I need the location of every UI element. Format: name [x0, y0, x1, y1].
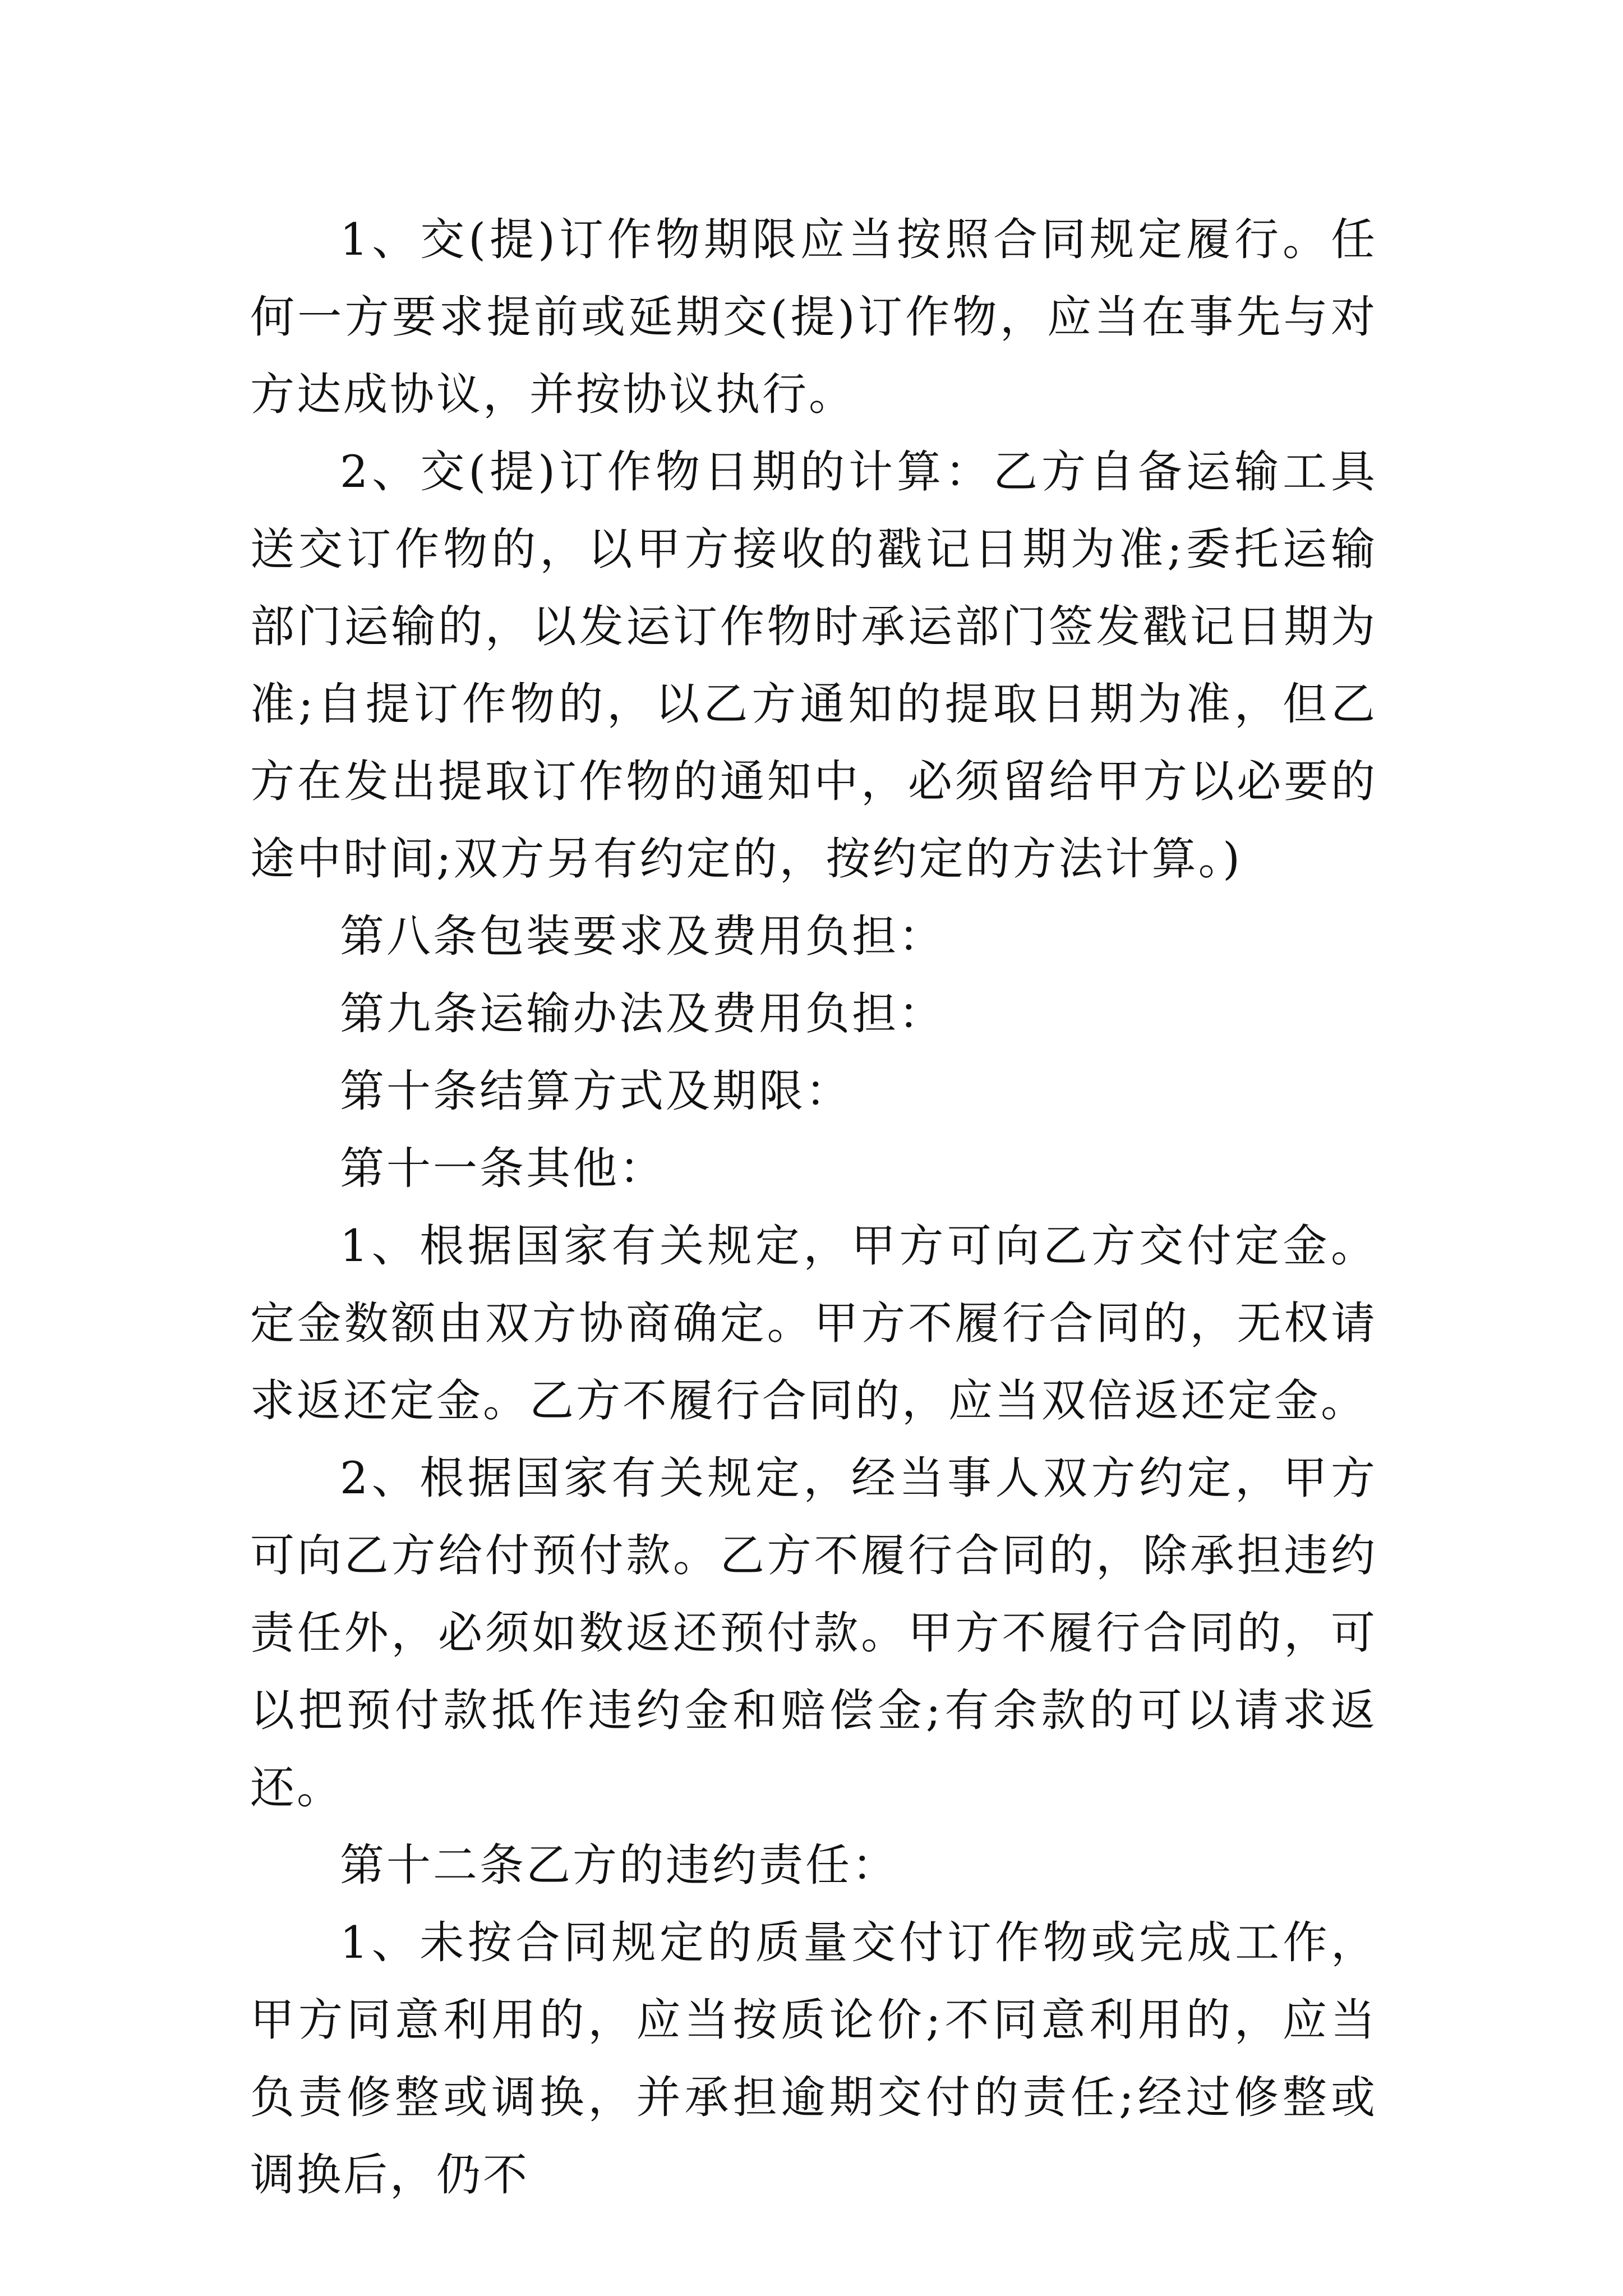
paragraph-deposit: 1、根据国家有关规定，甲方可向乙方交付定金。定金数额由双方协商确定。甲方不履行合同的，无权请求返还定金。乙方不履行合同的，应当双倍返还定金。	[250, 1220, 1377, 1427]
article-10-heading: 第十条结算方式及期限：	[340, 1065, 852, 1117]
article-12-heading: 第十二条乙方的违约责任：	[340, 1839, 898, 1891]
paragraph-quality-liability: 1、未按合同规定的质量交付订作物或完成工作，甲方同意利用的，应当按质论价;不同意利用的，应当负责修整或调换，并承担逾期交付的责任;经过修整或调换后，仍不	[250, 1917, 1377, 2201]
article-11-heading: 第十一条其他：	[340, 1143, 666, 1194]
paragraph-delivery-period: 1、交(提)订作物期限应当按照合同规定履行。任何一方要求提前或延期交(提)订作物，应当在事先与对方达成协议，并按协议执行。	[250, 214, 1377, 420]
paragraph-advance-payment: 2、根据国家有关规定，经当事人双方约定，甲方可向乙方给付预付款。乙方不履行合同的，除承担违约责任外，必须如数返还预付款。甲方不履行合同的，可以把预付款抵作违约金和赔偿金;有余款的可以请求返还。	[250, 1452, 1377, 1814]
paragraph-delivery-date-calculation: 2、交(提)订作物日期的计算：乙方自备运输工具送交订作物的，以甲方接收的戳记日期为准;委托运输部门运输的，以发运订作物时承运部门签发戳记日期为准;自提订作物的，以乙方通知的提取日期为准，但乙方在发出提取订作物的通知中，必须留给甲方以必要的途中时间;双方另有约定的，按约定的方法计算。)	[250, 446, 1377, 885]
document-body	[250, 201, 1377, 2214]
article-9-heading: 第九条运输办法及费用负担：	[340, 988, 945, 1039]
article-8-heading: 第八条包装要求及费用负担：	[340, 910, 945, 962]
